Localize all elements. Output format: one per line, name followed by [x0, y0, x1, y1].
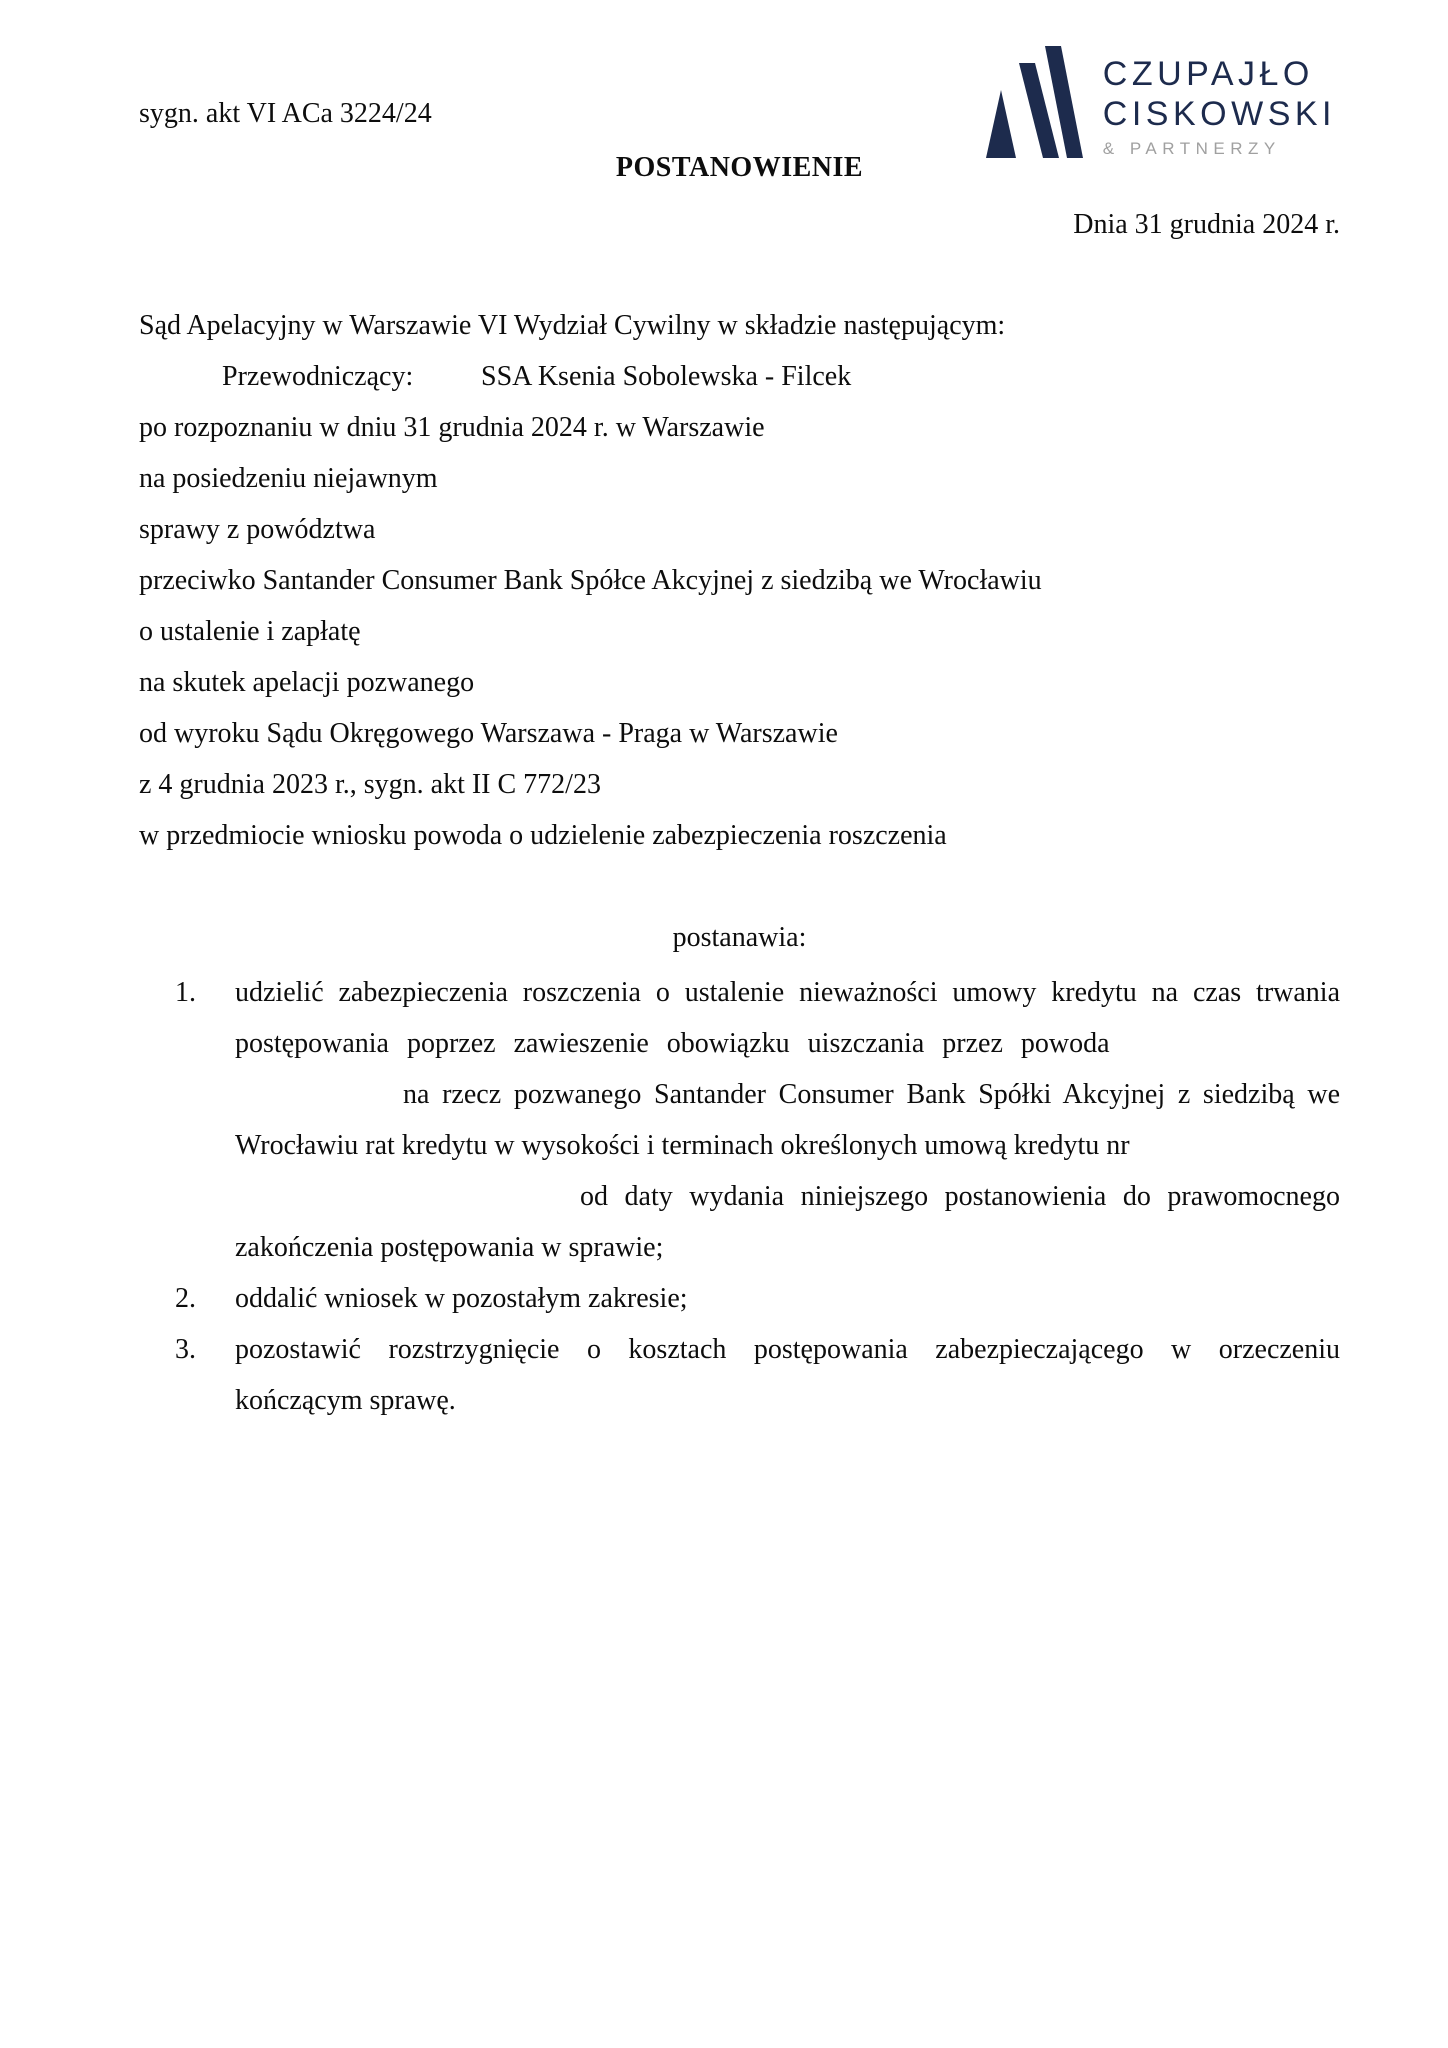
presiding-label: Przewodniczący:: [222, 361, 414, 392]
order-line: na rzecz pozwanego Santander Consumer Bank Spółki Akcyjnej z siedzibą we: [403, 1079, 1340, 1110]
order-item-3: [139, 1324, 1340, 1426]
presiding-judge: SSA Ksenia Sobolewska - Filcek: [481, 361, 852, 392]
order-line: kończącym sprawę.: [235, 1385, 456, 1416]
preamble-line: o ustalenie i zapłatę: [139, 616, 361, 647]
judge-row: [139, 351, 1340, 402]
order-line: postępowania poprzez zawieszenie obowiązku uiszczania przez powoda: [235, 1028, 1110, 1059]
preamble-line: od wyroku Sądu Okręgowego Warszawa - Praga w Warszawie: [139, 718, 838, 749]
preamble-line: na posiedzeniu niejawnym: [139, 463, 438, 494]
document-date: Dnia 31 grudnia 2024 r.: [1073, 209, 1340, 240]
preamble-line: sprawy z powództwa: [139, 514, 376, 545]
order-line: Wrocławiu rat kredytu w wysokości i terminach określonych umową kredytu nr: [235, 1130, 1130, 1161]
law-firm-logo: [986, 46, 1336, 159]
preamble-line: z 4 grudnia 2023 r., sygn. akt II C 772/23: [139, 769, 601, 800]
order-heading: postanawia:: [672, 922, 807, 953]
preamble: [139, 300, 1340, 861]
order-item-3-body: [235, 1324, 1340, 1426]
preamble-line: w przedmiocie wniosku powoda o udzielenie zabezpieczenia roszczenia: [139, 820, 947, 851]
case-number: sygn. akt VI ACa 3224/24: [139, 98, 432, 129]
logo-name-line-1: CZUPAJŁO: [1102, 55, 1314, 93]
order-item-2: [139, 1273, 1340, 1324]
item-number: 3.: [175, 1334, 196, 1365]
order-item-1-body: [235, 967, 1340, 1273]
preamble-line: przeciwko Santander Consumer Bank Spółce Akcyjnej z siedzibą we Wrocławiu: [139, 565, 1042, 596]
order-line: od daty wydania niniejszego postanowienia do prawomocnego: [580, 1181, 1340, 1212]
preamble-court-line: Sąd Apelacyjny w Warszawie VI Wydział Cywilny w składzie następującym:: [139, 310, 1006, 341]
order-item-2-body: [235, 1273, 1340, 1324]
order-item-1: [139, 967, 1340, 1273]
item-number: 1.: [175, 977, 196, 1008]
preamble-line: po rozpoznaniu w dniu 31 grudnia 2024 r. w Warszawie: [139, 412, 765, 443]
order-line: oddalić wniosek w pozostałym zakresie;: [235, 1283, 688, 1314]
item-number: 2.: [175, 1283, 196, 1314]
order-list: [139, 967, 1340, 1426]
document-title: POSTANOWIENIE: [615, 152, 864, 183]
order-line: pozostawić rozstrzygnięcie o kosztach postępowania zabezpieczającego w orzeczeniu: [235, 1334, 1340, 1365]
logo-mark-icon: [986, 46, 1083, 158]
preamble-line: na skutek apelacji pozwanego: [139, 667, 475, 698]
document-body: [139, 300, 1340, 1426]
logo-text: [1103, 46, 1336, 159]
order-line: udzielić zabezpieczenia roszczenia o ustalenie nieważności umowy kredytu na czas trwania: [235, 977, 1340, 1008]
logo-partners-line: & PARTNERZY: [1102, 139, 1281, 158]
order-line: zakończenia postępowania w sprawie;: [235, 1232, 664, 1263]
logo-name-line-2: CISKOWSKI: [1102, 95, 1336, 133]
